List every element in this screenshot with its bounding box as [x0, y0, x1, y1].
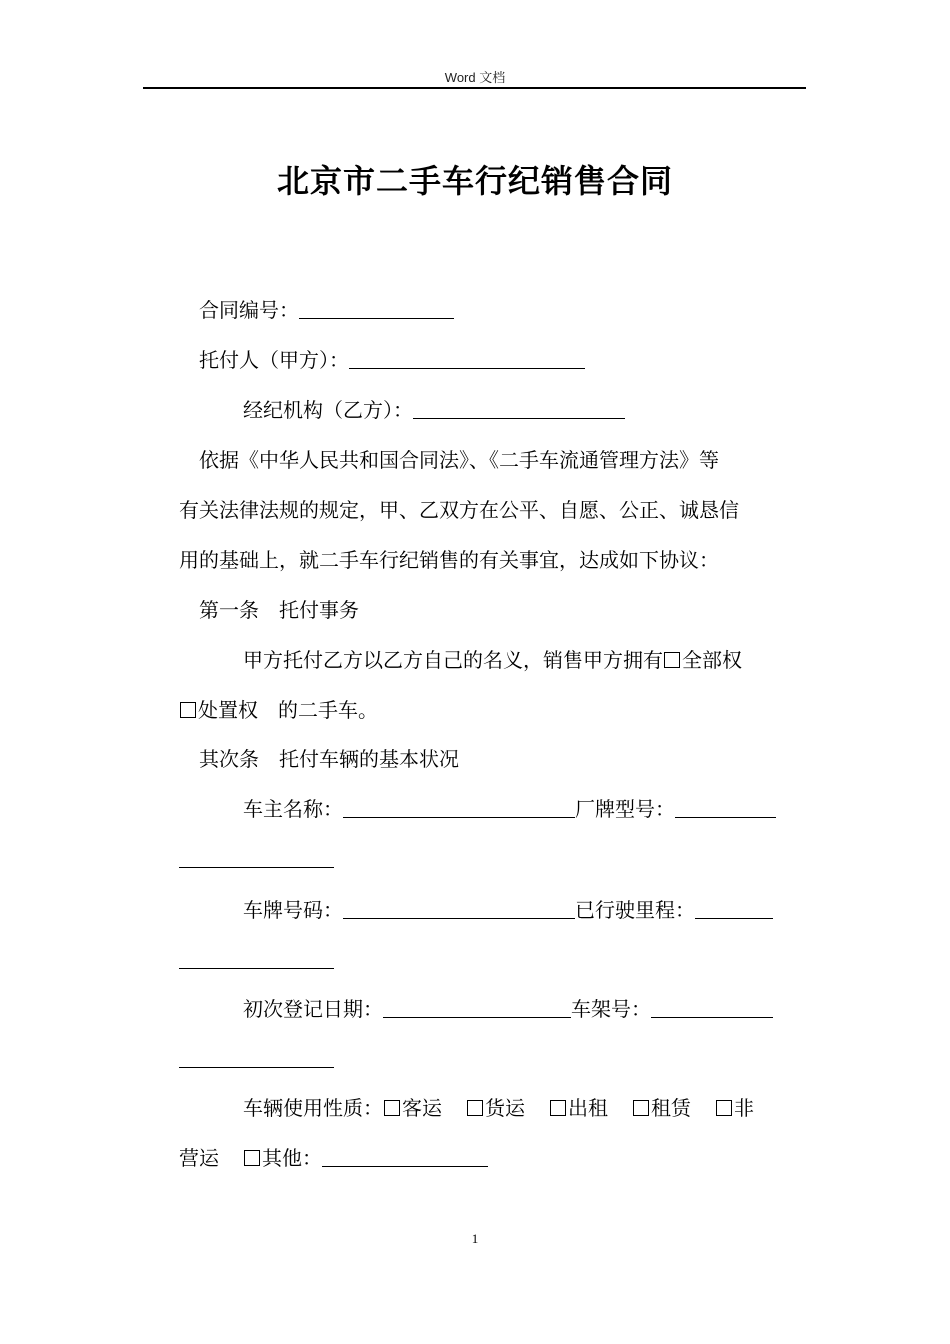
taxi-label: 出租 [568, 1096, 608, 1120]
owner-brand-line [243, 795, 776, 823]
lease-checkbox[interactable] [633, 1100, 649, 1116]
full-ownership-checkbox[interactable] [664, 652, 680, 668]
full-ownership-label: 全部权 [682, 648, 742, 672]
party-b-label: 经纪机构（乙方）： [243, 398, 413, 422]
article-1-text-end: 的二手车。 [258, 698, 378, 722]
owner-name-blank[interactable] [343, 797, 575, 818]
lease-label: 租赁 [651, 1096, 691, 1120]
freight-label: 货运 [485, 1096, 525, 1120]
usage-line-2 [179, 1144, 488, 1172]
freight-checkbox[interactable] [467, 1100, 483, 1116]
owner-name-label: 车主名称： [243, 797, 343, 821]
taxi-checkbox[interactable] [550, 1100, 566, 1116]
article-1-line-2 [179, 696, 378, 724]
mileage-continuation [179, 946, 334, 974]
disposal-right-label: 处置权 [198, 698, 258, 722]
disposal-right-checkbox[interactable] [180, 702, 196, 718]
party-b-blank[interactable] [413, 398, 625, 419]
preamble-line-2: 有关法律法规的规定，甲、乙双方在公平、自愿、公正、诚恳信 [179, 498, 739, 522]
vin-blank-cont[interactable] [179, 1047, 334, 1068]
document-title: 北京市二手车行纪销售合同 [276, 162, 673, 200]
passenger-label: 客运 [402, 1096, 442, 1120]
preamble-line-1: 依据《中华人民共和国合同法》、《二手车流通管理方法》等 [199, 448, 719, 472]
article-1-line-1 [243, 646, 742, 674]
page-header: Word 文档 [444, 70, 506, 85]
plate-number-label: 车牌号码： [243, 898, 343, 922]
header-divider [143, 87, 806, 89]
contract-number-label: 合同编号： [199, 298, 299, 322]
mileage-blank[interactable] [695, 898, 773, 919]
other-checkbox[interactable] [244, 1150, 260, 1166]
registration-date-label: 初次登记日期： [243, 997, 383, 1021]
usage-label: 车辆使用性质： [243, 1096, 383, 1120]
page-number: 1 [471, 1231, 479, 1246]
preamble-line-3: 用的基础上，就二手车行纪销售的有关事宜，达成如下协议： [179, 548, 719, 572]
vin-label: 车架号： [571, 997, 651, 1021]
non-operating-label-end: 营运 [179, 1146, 219, 1170]
other-blank[interactable] [322, 1146, 488, 1167]
other-label: 其他： [262, 1146, 322, 1170]
contract-number-blank[interactable] [299, 298, 454, 319]
plate-number-blank[interactable] [343, 898, 575, 919]
passenger-checkbox[interactable] [384, 1100, 400, 1116]
mileage-label: 已行驶里程： [575, 898, 695, 922]
brand-model-label: 厂牌型号： [575, 797, 675, 821]
non-operating-checkbox[interactable] [716, 1100, 732, 1116]
brand-model-continuation [179, 845, 334, 873]
mileage-blank-cont[interactable] [179, 948, 334, 969]
party-b-line [243, 396, 625, 424]
party-a-blank[interactable] [349, 348, 585, 369]
brand-model-blank[interactable] [675, 797, 776, 818]
party-a-line [199, 346, 585, 374]
usage-line-1 [243, 1094, 754, 1122]
non-operating-label-start: 非 [734, 1096, 754, 1120]
plate-mileage-line [243, 896, 773, 924]
registration-date-blank[interactable] [383, 997, 571, 1018]
article-2-heading: 其次条 托付车辆的基本状况 [199, 747, 459, 771]
party-a-label: 托付人（甲方）： [199, 348, 349, 372]
vin-continuation [179, 1045, 334, 1073]
regdate-vin-line [243, 995, 773, 1023]
article-1-text: 甲方托付乙方以乙方自己的名义，销售甲方拥有 [243, 648, 663, 672]
brand-model-blank-cont[interactable] [179, 847, 334, 868]
contract-number-line [199, 296, 454, 324]
vin-blank[interactable] [651, 997, 773, 1018]
article-1-heading: 第一条 托付事务 [199, 598, 359, 622]
